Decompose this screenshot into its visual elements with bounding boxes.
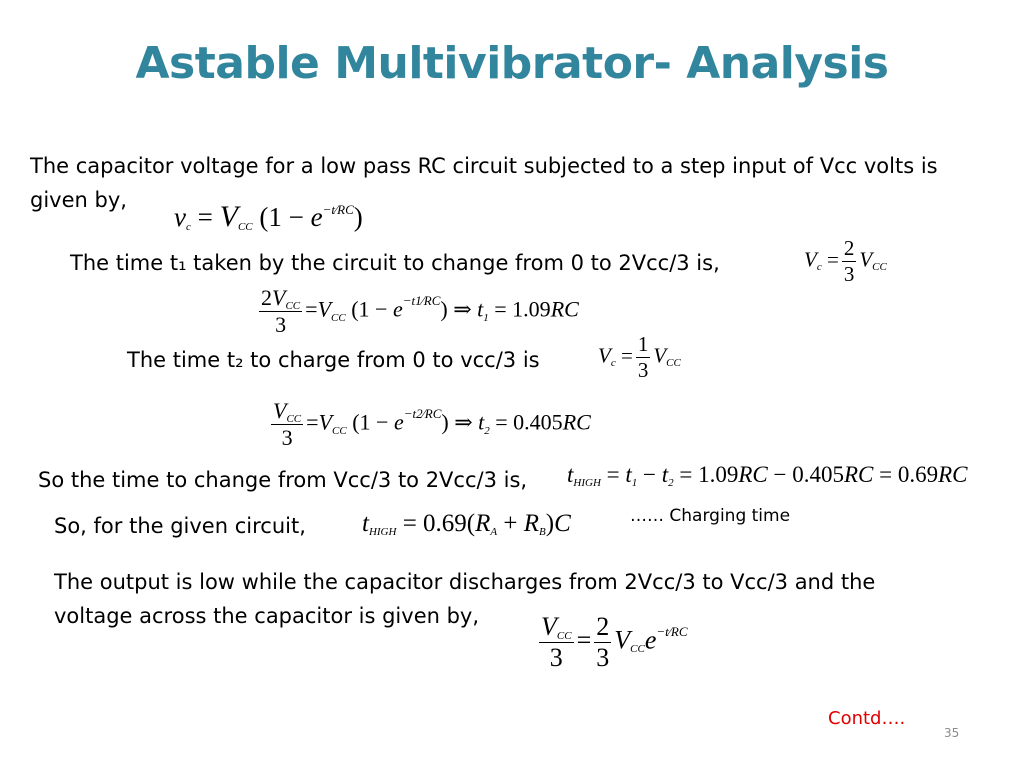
given-circuit-description: So, for the given circuit, bbox=[54, 514, 306, 538]
equation-t2: $\frac{\text{VCC}}{3}$ =VCC (1 − e−t2⁄RC) ⇒ t2 = 0.405RC bbox=[273, 398, 591, 450]
equation-capacitor-voltage: vc = VCC (1 − e−t⁄RC) bbox=[174, 200, 363, 233]
charging-time-note: …… Charging time bbox=[630, 506, 791, 526]
equation-vc-two-thirds: Vc = $\frac{2}{3}$ VCC bbox=[804, 236, 887, 286]
page-title: Astable Multivibrator- Analysis bbox=[135, 38, 889, 89]
equation-t-high: tHIGH = t1 − t2 = 1.09RC − 0.405RC = 0.69RC bbox=[567, 462, 968, 489]
equation-vc-one-third: Vc = $\frac{1}{3}$ VCC bbox=[598, 332, 681, 382]
equation-discharge-voltage: $\frac{\text{VCC}}{3}$ = $\frac{2}{3}$ VCCe−t⁄RC bbox=[541, 612, 688, 672]
change-description: So the time to change from Vcc/3 to 2Vcc/3 is, bbox=[38, 468, 528, 492]
t2-description: The time t₂ to charge from 0 to vcc/3 is bbox=[127, 348, 540, 372]
equation-t1: $\frac{\text{2VCC}}{3}$ =VCC (1 − e−t1⁄RC) ⇒ t1 = 1.09RC bbox=[261, 285, 579, 337]
contd-label: Contd…. bbox=[828, 708, 906, 729]
t1-description: The time t₁ taken by the circuit to change from 0 to 2Vcc/3 is, bbox=[70, 251, 720, 275]
page-number: 35 bbox=[944, 726, 960, 740]
output-line-2: voltage across the capacitor is given by, bbox=[54, 604, 480, 628]
intro-line-2: given by, bbox=[30, 188, 127, 212]
equation-t-high-circuit: tHIGH = 0.69(RA + RB)C bbox=[362, 510, 571, 538]
intro-line-1: The capacitor voltage for a low pass RC circuit subjected to a step input of Vcc volts is bbox=[30, 154, 938, 178]
output-line-1: The output is low while the capacitor discharges from 2Vcc/3 to Vcc/3 and the bbox=[54, 570, 876, 594]
